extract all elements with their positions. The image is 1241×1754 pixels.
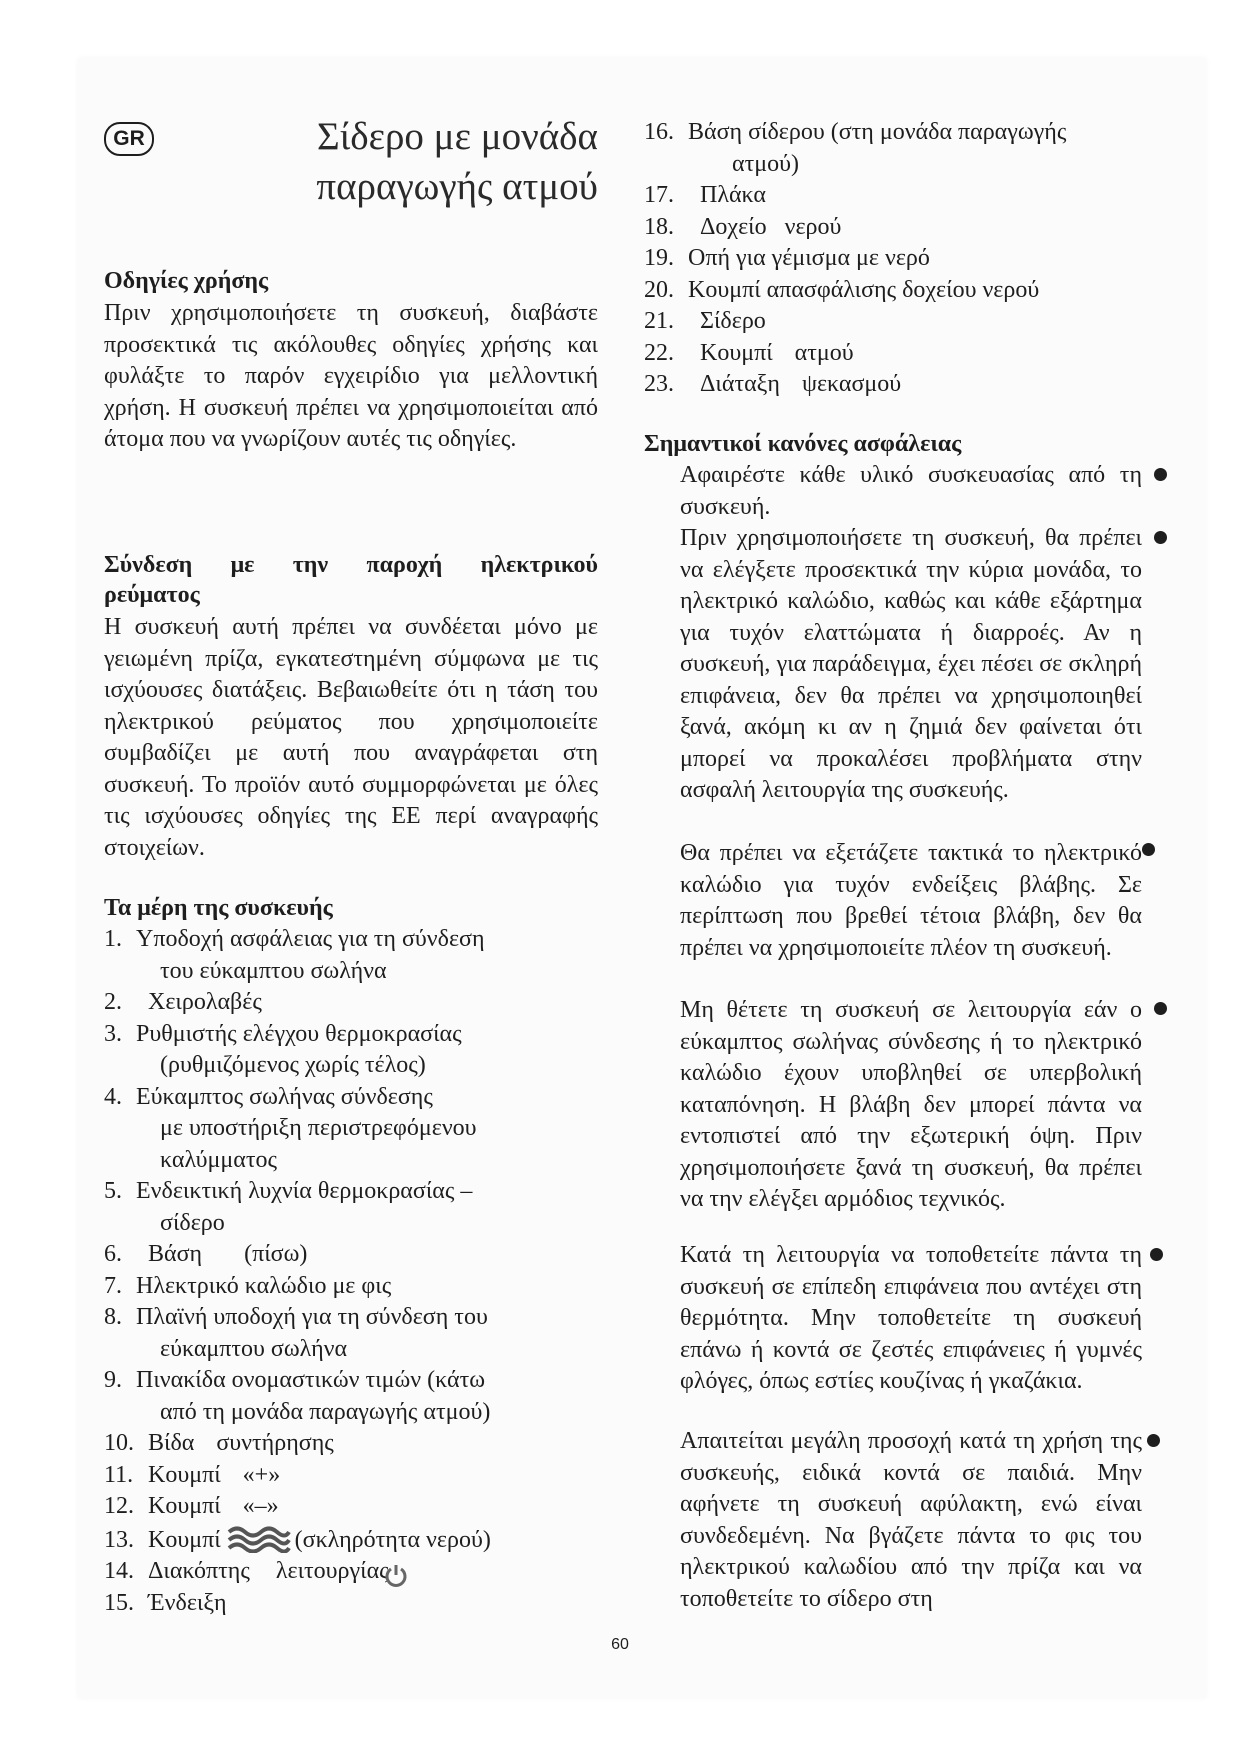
- list-item: 1. Υποδοχή ασφάλειας για τη σύνδεση του εύκαμπτου σωλήνα: [104, 926, 485, 984]
- bullet-icon: [1154, 1002, 1167, 1015]
- safety-rule-6: Απαιτείται μεγάλη προσοχή κατά τη χρήση της συσκευής, ειδικά κοντά σε παιδιά. Μην αφήνετε τη συσκευή αφύλακτη, ενώ είναι συνδεδεμένη. Να βγάζετε πάντα το φις του ηλεκτρικού καλωδίου από την πρίζα και να τοποθετείτε το σίδερο στη: [680, 1428, 1142, 1612]
- bullet-icon: [1150, 1248, 1163, 1261]
- page-title-line-2: παραγωγής ατμού: [316, 165, 598, 208]
- water-hardness-wave-icon: [227, 1523, 291, 1553]
- list-item: 5. Ενδεικτική λυχνία θερμοκρασίας – σίδερο: [104, 1178, 473, 1236]
- bullet-icon: [1147, 1434, 1160, 1447]
- list-item: 16. Βάση σίδερου (στη μονάδα παραγωγής ατμού): [644, 119, 1067, 177]
- list-item: 11. Κουμπί «+»: [104, 1461, 281, 1488]
- list-item: 20. Κουμπί απασφάλισης δοχείου νερού: [644, 276, 1040, 303]
- safety-rule-4: Μη θέτετε τη συσκευή σε λειτουργία εάν ο εύκαμπτος σωλήνας σύνδεσης ή το ηλεκτρικό καλώδιο έχουν υποβληθεί σε υπερβολική καταπόνηση. Η βλάβη δεν μπορεί πάντα να εντοπιστεί από την εξωτερική όψη. Πριν χρησιμοποιήσετε ξανά τη συσκευή, θα πρέπει να την ελέγξει αρμόδιος τεχνικός.: [680, 997, 1142, 1212]
- safety-rule-3: Θα πρέπει να εξετάζετε τακτικά το ηλεκτρικό καλώδιο για τυχόν ενδείξεις βλάβης. Σε περίπτωση που βρεθεί τέτοια βλάβη, δεν θα πρέπει να χρησιμοποιείτε πλέον τη συσκευή.: [680, 840, 1142, 961]
- safety-rule-1: Αφαιρέστε κάθε υλικό συσκευασίας από τη συσκευή.: [680, 462, 1142, 520]
- list-item: 3. Ρυθμιστής ελέγχου θερμοκρασίας (ρυθμιζόμενος χωρίς τέλος): [104, 1020, 462, 1078]
- list-item: 7. Ηλεκτρικό καλώδιο με φις: [104, 1272, 392, 1299]
- list-item: 14. Διακόπτης λειτουργίας: [104, 1556, 604, 1588]
- list-item: 8. Πλαϊνή υποδοχή για τη σύνδεση του εύκαμπτου σωλήνα: [104, 1304, 488, 1362]
- connection-heading-line-1: Σύνδεση με την παροχή ηλεκτρικού: [104, 552, 598, 578]
- safety-rule-2: Πριν χρησιμοποιήσετε τη συσκευή, θα πρέπει να ελέγξετε προσεκτικά την κύρια μονάδα, το ηλεκτρικό καλώδιο, καθώς και κάθε εξάρτημα για τυχόν ελαττώματα ή διαρροές. Αν η συσκευή, για παράδειγμα, έχει πέσει σε σκληρή επιφάνεια, δεν θα πρέπει να χρησιμοποιηθεί ξανά, ακόμη κι αν η ζημιά δεν φαίνεται ότι μπορεί να προκαλέσει προβλήματα στην ασφαλή λειτουργία της συσκευής.: [680, 525, 1142, 803]
- page-number: 60: [611, 1636, 629, 1653]
- safety-heading: Σημαντικοί κανόνες ασφάλειας: [644, 431, 962, 457]
- parts-list-left: [104, 924, 604, 1620]
- list-item: 12. Κουμπί «–»: [104, 1493, 279, 1519]
- connection-text: Η συσκευή αυτή πρέπει να συνδέεται μόνο με γειωμένη πρίζα, εγκατεστημένη σύμφωνα με τις ισχύουσες διατάξεις. Βεβαιωθείτε ότι η τάση του ηλεκτρικού ρεύματος που χρησιμοποιείτε συμβαδίζει με αυτή που αναγράφεται στη συσκευή. Το προϊόν αυτό συμμορφώνεται με όλες τις ισχύουσες οδηγίες της ΕΕ περί αναγραφής στοιχείων.: [104, 614, 598, 861]
- list-item: 4. Εύκαμπτος σωλήνας σύνδεσης με υποστήριξη περιστρεφόμενου καλύμματος: [104, 1083, 477, 1173]
- bullet-icon: [1154, 531, 1167, 544]
- list-item: 19. Οπή για γέμισμα με νερό: [644, 245, 930, 271]
- bullet-icon: [1154, 468, 1167, 481]
- bullet-icon: [1142, 843, 1155, 856]
- list-item: 21. Σίδερο: [644, 308, 766, 334]
- page-title: [280, 112, 598, 212]
- list-item: 18. Δοχείο νερού: [644, 213, 842, 240]
- parts-heading: Τα μέρη της συσκευής: [104, 895, 333, 921]
- instructions-heading: Οδηγίες χρήσης: [104, 268, 269, 294]
- language-badge: GR: [104, 122, 154, 156]
- list-item: 6. Βάση (πίσω): [104, 1241, 308, 1267]
- list-item: 23. Διάταξη ψεκασμού: [644, 371, 902, 397]
- list-item: 15. Ένδειξη: [104, 1590, 227, 1616]
- list-item: 13. Κουμπί (σκληρότητα νερού): [104, 1523, 604, 1557]
- page-title-line-1: Σίδερο με μονάδα: [317, 115, 598, 158]
- list-item: 22. Κουμπί ατμού: [644, 339, 854, 366]
- power-icon: [383, 1562, 409, 1588]
- list-item: 10. Βίδα συντήρησης: [104, 1430, 334, 1456]
- list-item: 9. Πινακίδα ονομαστικών τιμών (κάτω από τη μονάδα παραγωγής ατμού): [104, 1367, 491, 1425]
- list-item: 17. Πλάκα: [644, 182, 766, 208]
- connection-heading-line-2: ρεύματος: [104, 582, 200, 608]
- list-item: 2. Χειρολαβές: [104, 989, 262, 1015]
- instructions-text: Πριν χρησιμοποιήσετε τη συσκευή, διαβάστε προσεκτικά τις ακόλουθες οδηγίες χρήσης και φυλάξτε το παρόν εγχειρίδιο για μελλοντική χρήση. Η συσκευή πρέπει να χρησιμοποιείται από άτομα που να γνωρίζουν αυτές τις οδηγίες.: [104, 300, 598, 452]
- safety-rule-5: Κατά τη λειτουργία να τοποθετείτε πάντα τη συσκευή σε επίπεδη επιφάνεια που αντέχει στη θερμότητα. Μην τοποθετείτε τη συσκευή επάνω ή κοντά σε ζεστές επιφάνειες ή γυμνές φλόγες, όπως εστίες κουζίνας ή γκαζάκια.: [680, 1242, 1142, 1394]
- parts-list-right: [644, 117, 1144, 401]
